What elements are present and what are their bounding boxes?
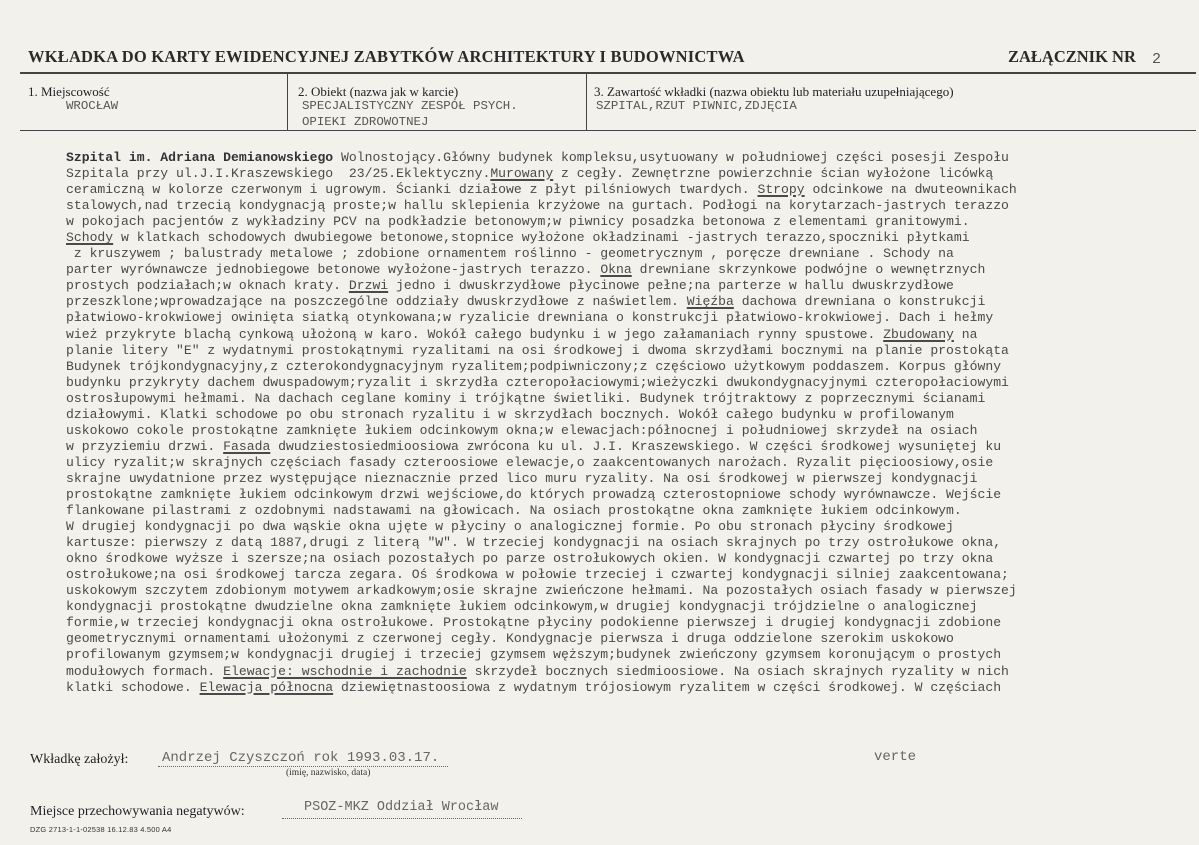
body-line <box>66 198 1086 214</box>
body-keyword: Schody <box>66 230 114 246</box>
form-title: WKŁADKA DO KARTY EWIDENCYJNEJ ZABYTKÓW ARCHITEKTURY I BUDOWNICTWA <box>28 47 745 66</box>
body-line <box>66 310 1086 326</box>
body-text-segment: formie,w trzeciej kondygnacji okna ostrołukowe. Prostokątne płyciny podokienne pierwszej i drugiej kondygnacji zdobione <box>66 615 1002 631</box>
body-line <box>66 375 1086 391</box>
body-text-segment: na <box>953 326 978 342</box>
body-line <box>66 503 1086 519</box>
body-text-segment: budynku przykryty dachem dwuspadowym;ryzalit i skrzydła czteropołaciowymi;wieżyczki dwukondygnacyjnymi czteropołaciowymi <box>66 374 1009 390</box>
body-line <box>66 519 1086 535</box>
negatives-location-value: PSOZ-MKZ Oddział Wrocław <box>304 800 499 815</box>
body-text-segment: modułowych formach. <box>66 663 224 679</box>
body-line <box>66 664 1086 680</box>
body-line <box>66 327 1086 343</box>
body-text-segment: ulicy ryzalit;w skrajnych częściach fasady czteroosiowe elewacje,o zaakcentowanych narożach. Ryzalit pięcioosiowy,osie <box>66 454 994 470</box>
body-text-segment: skrzydeł bocznych siedmioosiowe. Na osiach skrajnych ryzality w nich <box>466 663 1009 679</box>
verte-label: verte <box>874 749 917 765</box>
body-text-segment: w przyziemiu drzwi. <box>66 438 224 454</box>
description-body <box>66 150 1086 696</box>
object-value-line1: SPECJALISTYCZNY ZESPÓŁ PSYCH. <box>302 99 518 113</box>
body-line <box>66 166 1086 182</box>
body-line <box>66 680 1086 696</box>
locality-label: 1. Miejscowość <box>28 84 110 99</box>
body-text-segment: profilowanym gzymsem;w kondygnacji drugiej i trzeciej gzymsem węższym;budynek zwieńczony gzymsem koronującym o prostych <box>66 647 1002 663</box>
body-text-segment: skrajne uwydatnione przez występujące nieznacznie przed lico muru ryzality. Na osi środkowej w pierwszej kondygnacji <box>66 470 978 486</box>
body-text-segment: z kruszywem ; balustrady metalowe ; zdobione ornamentem roślinno - geometrycznym , poręcze drewniane . Schody na <box>66 246 954 262</box>
body-text-segment: z cegły. Zewnętrzne powierzchnie ścian wyłożone licówką <box>553 166 994 182</box>
body-text-segment: ostrosłupowymi hełmami. Na dachach ceglane kominy i trójkątne świetliki. Budynek trójtraktowy z poprzecznymi ścianami <box>66 390 986 406</box>
body-text-segment: prostokątne zamknięte łukiem odcinkowym drzwi wejściowe,do których prowadzą czterostopniowe schody wyrównawcze. Wejście <box>66 486 1002 502</box>
body-text-segment: jedno i dwuskrzydłowe płycinowe pełne;na parterze w hallu dwuskrzydłowe <box>388 278 954 294</box>
body-text-segment: w klatkach schodowych dwubiegowe betonowe,stopnice wyłożone okładzinami -jastrych terazzo,spoczniki płytkami <box>113 230 970 246</box>
body-text-segment: przeszklone;wprowadzające na poszczególne oddziały dwuskrzydłowe z naświetlem. <box>66 294 687 310</box>
body-text-segment: wież przykryte blachą cynkową ułożoną w karo. Wokół całego budynku i w jego załamaniach rynny spustowe. <box>66 326 884 342</box>
body-text-segment: Budynek trójkondygnacyjny,z czterokondygnacyjnym ryzalitem;podpiwniczony;z częściowo użytkowym poddaszem. Korpus główny <box>66 358 1002 374</box>
body-line <box>66 583 1086 599</box>
body-keyword: Więźba <box>686 294 734 310</box>
body-text-segment: dziewiętnastoosiowa z wydatnym trójosiowym ryzalitem w części środkowej. W częściach <box>333 679 1002 695</box>
body-line <box>66 471 1086 487</box>
body-line <box>66 407 1086 423</box>
body-line <box>66 343 1086 359</box>
body-keyword: Okna <box>600 262 632 278</box>
fields-bottom-rule <box>20 130 1196 131</box>
field-divider-2 <box>586 73 587 130</box>
annex-label: ZAŁĄCZNIK NR <box>1008 47 1136 66</box>
body-text-segment: parter wyrównawcze jednobiegowe betonowe wyłożone-jastrych terazzo. <box>66 262 601 278</box>
body-text-segment: flankowane pilastrami z ozdobnymi nadstawami na głowicach. Na osiach prostokątne okna zamknięte łukiem odcinkowym. <box>66 503 962 519</box>
compiled-by-value: Andrzej Czyszczoń rok 1993.03.17. <box>162 750 440 766</box>
body-keyword: Murowany <box>490 166 554 182</box>
locality-value: WROCŁAW <box>66 99 119 113</box>
body-keyword: Elewacje: wschodnie i zachodnie <box>223 663 467 679</box>
body-text-segment: uskokowym szczytem zdobionym motywem arkadkowym;osie skrajne zwieńczone hełmami. Na pozostałych osiach fasady w pierwszej <box>66 583 1017 599</box>
body-text-segment: stalowych,nad trzecią kondygnacją proste;w hallu sklepienia krzyżowe na gurtach. Podłogi na korytarzach-jastrych terazzo <box>66 198 1009 214</box>
body-line <box>66 391 1086 407</box>
body-keyword: Zbudowany <box>883 326 954 342</box>
object-value-line2: OPIEKI ZDROWOTNEJ <box>302 115 429 129</box>
body-line <box>66 278 1086 294</box>
body-text-segment: płatwiowo-krokwiowej owinięta siatką otynkowana;w ryzalicie drewniana o konstrukcji płatwiowo-krokwiowej. Dach i hełmy <box>66 310 994 326</box>
body-line <box>66 294 1086 310</box>
print-code: DZG 2713-1-1-02538 16.12.83 4.500 A4 <box>30 825 172 834</box>
body-text-segment: uskokowo cokole prostokątne zamknięte łukiem odcinkowym okna;w elewacjach:północnej i południowej skrzydeł na osiach <box>66 422 978 438</box>
body-text-segment: w pokojach pacjentów z wykładziny PCV na podkładzie betonowym;w piwnicy posadzka betonowa z elementami granitowymi. <box>66 214 970 230</box>
body-line <box>66 150 1086 166</box>
body-text-segment: okno środkowe wyższe i szersze;na osiach pozostałych po parze ostrołukowych okien. W kondygnacji czwartej po trzy okna <box>66 551 994 567</box>
body-heading: Szpital im. Adriana Demianowskiego <box>66 150 334 165</box>
body-line <box>66 599 1086 615</box>
header-rule <box>20 72 1196 74</box>
body-text-segment: dwudziestosiedmioosiowa zwrócona ku ul. J.I. Kraszewskiego. W części środkowej wysuniętej ku <box>270 438 1002 454</box>
body-keyword: Elewacja północna <box>199 679 334 695</box>
body-text-segment: planie litery "E" z wydatnymi prostokątnymi ryzalitami na osi środkowej i dwoma skrzydłami bocznymi na planie prostokąta <box>66 342 1009 358</box>
body-line <box>66 455 1086 471</box>
compiled-by-hint: (imię, nazwisko, data) <box>286 768 371 778</box>
body-text-segment: kartusze: pierwszy z datą 1887,drugi z literą "W". W trzeciej kondygnacji na osiach skrajnych po trzy ostrołukowe okna, <box>66 535 1002 551</box>
body-text-segment: W drugiej kondygnacji po dwa wąskie okna ujęte w płyciny o analogicznej formie. Po obu stronach płyciny środkowej <box>66 519 954 535</box>
body-text-segment: kondygnacji prostokątne dwudzielne okna zamknięte łukiem odcinkowym,w drugiej kondygnacji trójdzielne o analogicznej <box>66 599 978 615</box>
body-line <box>66 439 1086 455</box>
body-keyword: Stropy <box>757 182 805 198</box>
body-text-segment: prostych podziałach;w oknach kraty. <box>66 278 349 294</box>
negatives-location-line <box>282 818 522 819</box>
object-label: 2. Obiekt (nazwa jak w karcie) <box>298 84 459 99</box>
body-line <box>66 535 1086 551</box>
body-line <box>66 359 1086 375</box>
body-keyword: Drzwi <box>348 278 389 294</box>
body-line <box>66 615 1086 631</box>
field-divider-1 <box>287 73 288 130</box>
compiled-by-label: Wkładkę założył: <box>30 752 129 767</box>
body-line <box>66 246 1086 262</box>
body-line <box>66 631 1086 647</box>
content-value: SZPITAL,RZUT PIWNIC,ZDJĘCIA <box>596 99 797 113</box>
body-line <box>66 487 1086 503</box>
compiled-by-line <box>158 766 448 767</box>
body-text-segment: klatki schodowe. <box>66 679 200 695</box>
body-line <box>66 182 1086 198</box>
body-line <box>66 230 1086 246</box>
body-line <box>66 423 1086 439</box>
body-text-segment: ostrołukowe;na osi środkowej tarcza zegara. Oś środkowa w połowie trzeciej i czwartej kondygnacji silniej zaakcentowana; <box>66 567 1009 583</box>
body-text-segment: Szpitala przy ul.J.I.Kraszewskiego 23/25.Eklektyczny. <box>66 166 491 182</box>
body-line <box>66 647 1086 663</box>
negatives-location-label: Miejsce przechowywania negatywów: <box>30 804 245 819</box>
body-text-segment: geometrycznymi ornamentami ułożonymi z czerwonej cegły. Kondygnacje pierwsza i druga oddzielone szerokim uskokowo <box>66 631 954 647</box>
body-line <box>66 551 1086 567</box>
body-text-segment: Wolnostojący.Główny budynek kompleksu,usytuowany w południowej części posesji Zespołu <box>333 150 1009 165</box>
body-text-segment: działowymi. Klatki schodowe po obu stronach ryzalitu i w skrzydłach bocznych. Wokół całego budynku w profilowanym <box>66 406 954 422</box>
body-text-segment: odcinkowe na dwuteownikach <box>804 182 1017 198</box>
body-text-segment: drewniane skrzynkowe podwójne o wewnętrznych <box>631 262 986 278</box>
body-text-segment: ceramiczną w kolorze czerwonym i ugrowym. Ścianki działowe z płyt pilśniowych twardych. <box>66 182 758 198</box>
body-text-segment: dachowa drewniana o konstrukcji <box>733 294 986 310</box>
body-keyword: Fasada <box>223 438 271 454</box>
body-line <box>66 214 1086 230</box>
body-line <box>66 262 1086 278</box>
content-label: 3. Zawartość wkładki (nazwa obiektu lub materiału uzupełniającego) <box>594 84 954 99</box>
annex-number: 2 <box>1152 51 1162 68</box>
body-line <box>66 567 1086 583</box>
